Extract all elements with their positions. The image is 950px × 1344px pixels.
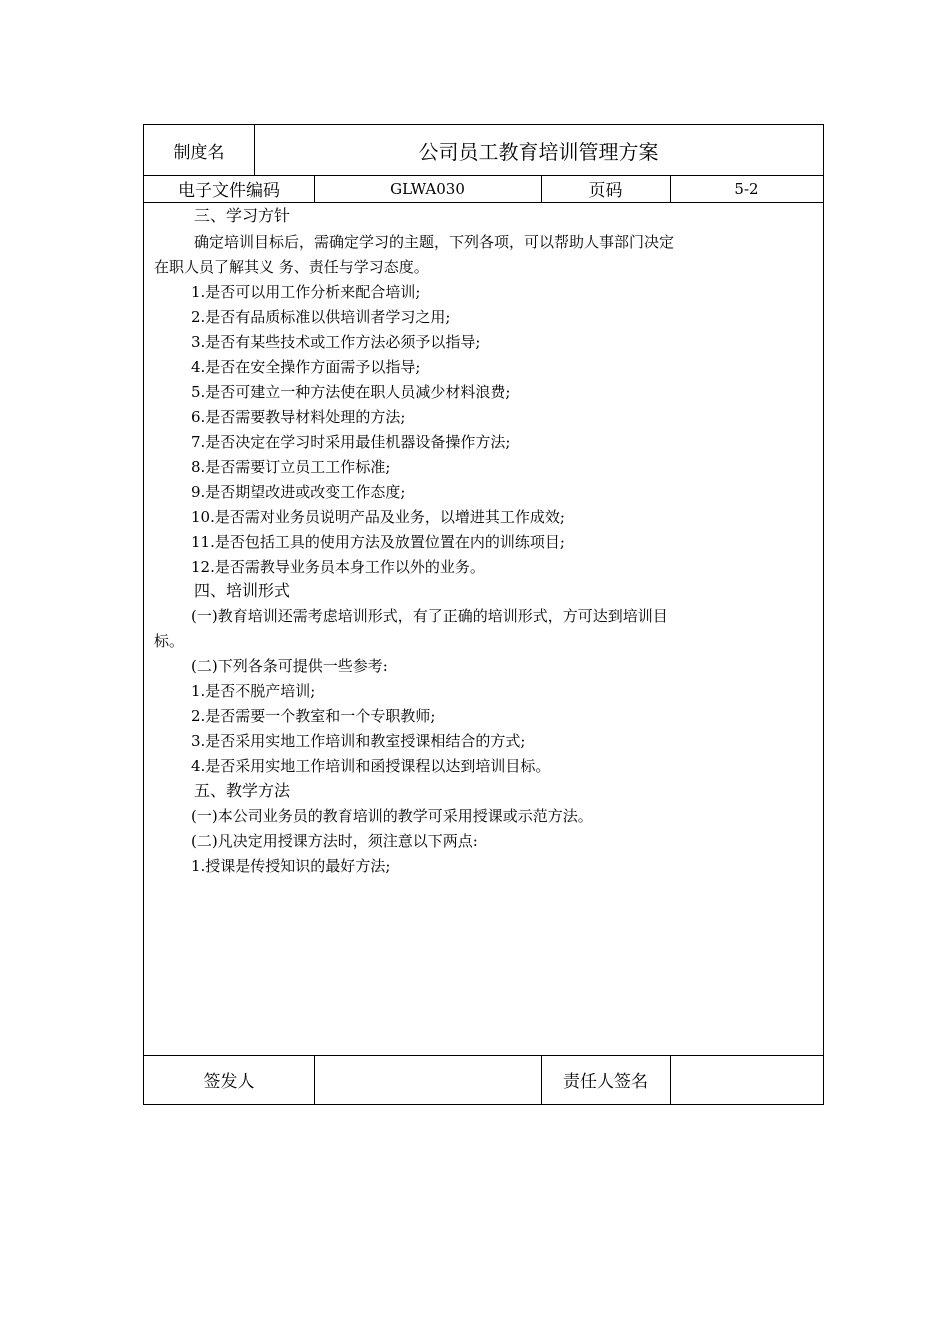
- list-item: 1.是否可以用工作分析来配合培训;: [191, 283, 421, 301]
- list-item: 5.是否可建立一种方法使在职人员减少材料浪费;: [191, 383, 511, 401]
- paragraph-line: 在职人员了解其义 务、责任与学习态度。: [154, 258, 429, 276]
- list-item: 4.是否在安全操作方面需予以指导;: [191, 358, 421, 376]
- list-item: 10.是否需对业务员说明产品及业务，以增进其工作成效;: [191, 508, 565, 526]
- section-heading: 五、教学方法: [194, 781, 291, 800]
- document-form: [143, 124, 824, 1105]
- responsible-signature-field[interactable]: [670, 1055, 823, 1104]
- file-code-label: 电子文件编码: [178, 181, 280, 201]
- system-name-label: 制度名: [173, 142, 225, 163]
- list-item: 6.是否需要教导材料处理的方法;: [191, 408, 406, 426]
- list-item: 11.是否包括工具的使用方法及放置位置在内的训练项目;: [191, 533, 565, 551]
- page-number: 5-2: [734, 179, 759, 198]
- meta-row: [144, 175, 823, 202]
- list-item: 1.授课是传授知识的最好方法;: [191, 857, 391, 875]
- list-item: 7.是否决定在学习时采用最佳机器设备操作方法;: [191, 433, 511, 451]
- list-item: 3.是否有某些技术或工作方法必须予以指导;: [191, 333, 481, 351]
- issuer-field[interactable]: [314, 1055, 541, 1104]
- paragraph-line: (二)下列各条可提供一些参考:: [191, 657, 388, 675]
- document-body: [144, 203, 823, 1054]
- list-item: 2.是否有品质标准以供培训者学习之用;: [191, 308, 451, 326]
- signature-row: [144, 1055, 823, 1104]
- title-row: [144, 125, 823, 175]
- issuer-label: 签发人: [203, 1072, 255, 1092]
- list-item: 2.是否需要一个教室和一个专职教师;: [191, 707, 436, 725]
- file-code-value: GLWA030: [390, 179, 465, 198]
- list-item: 4.是否采用实地工作培训和函授课程以达到培训目标。: [191, 757, 551, 775]
- document-title: 公司员工教育培训管理方案: [418, 139, 659, 164]
- paragraph-line: (二)凡决定用授课方法时，须注意以下两点:: [191, 832, 478, 850]
- list-item: 12.是否需教导业务员本身工作以外的业务。: [191, 558, 485, 576]
- page-label: 页码: [588, 181, 623, 201]
- paragraph-line: (一)教育培训还需考虑培训形式，有了正确的培训形式，方可达到培训目: [191, 607, 668, 625]
- list-item: 8.是否需要订立员工工作标准;: [191, 458, 391, 476]
- paragraph-line: 确定培训目标后，需确定学习的主题，下列各项，可以帮助人事部门决定: [194, 233, 675, 251]
- paragraph-line: 标。: [154, 632, 185, 650]
- section-heading: 三、学习方针: [194, 206, 291, 225]
- paragraph-line: (一)本公司业务员的教育培训的教学可采用授课或示范方法。: [191, 807, 593, 825]
- list-item: 3.是否采用实地工作培训和教室授课相结合的方式;: [191, 732, 526, 750]
- section-heading: 四、培训形式: [194, 581, 291, 600]
- list-item: 9.是否期望改进或改变工作态度;: [191, 483, 406, 501]
- list-item: 1.是否不脱产培训;: [191, 682, 316, 700]
- responsible-label: 责任人签名: [563, 1072, 648, 1092]
